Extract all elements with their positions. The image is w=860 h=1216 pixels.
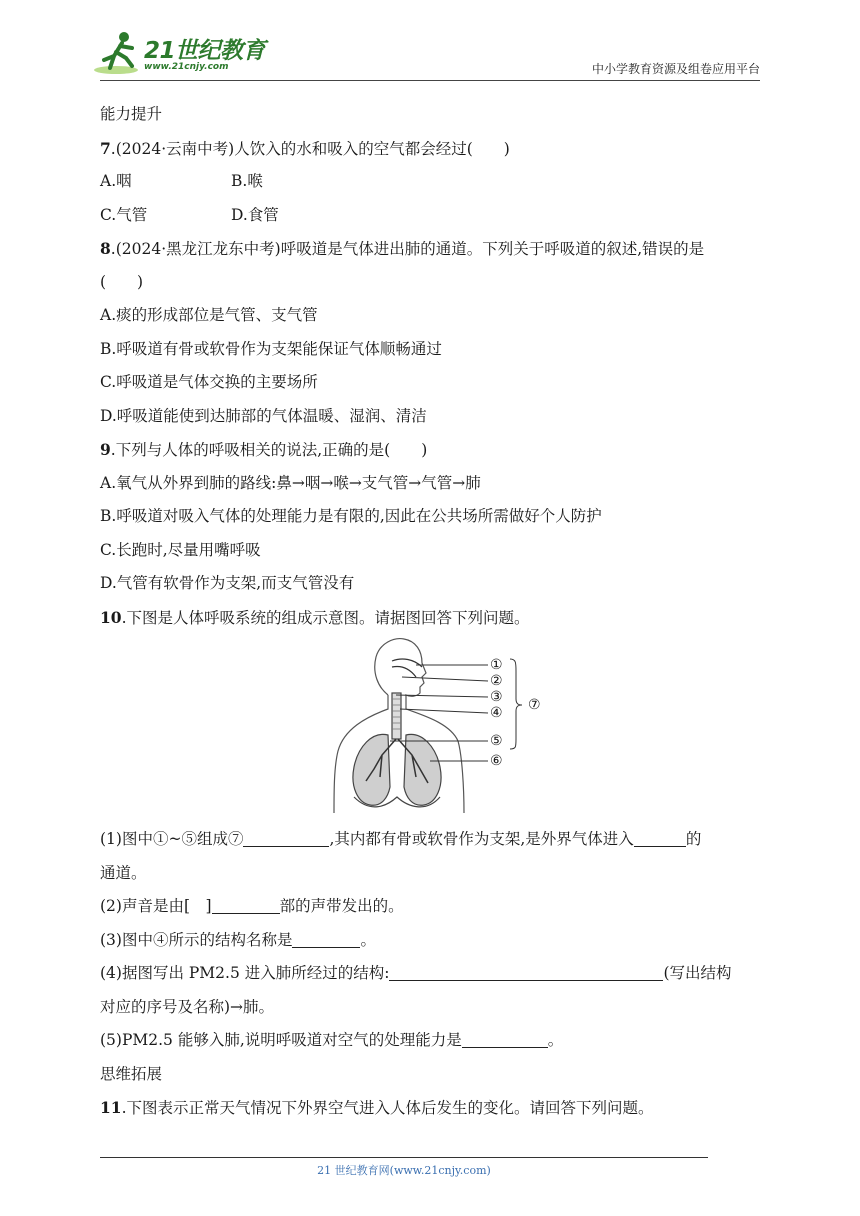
answer-blank[interactable] xyxy=(292,929,360,948)
question-8-bracket: ( ) xyxy=(100,272,144,291)
q10-sub4-text-a: (4)据图写出 PM2.5 进入肺所经过的结构: xyxy=(100,964,390,982)
respiratory-diagram-icon xyxy=(330,637,545,817)
logo-text: 21世纪教育 xyxy=(144,38,266,64)
q10-sub4-cont: 对应的序号及名称)→肺。 xyxy=(100,997,275,1016)
q10-sub5 xyxy=(100,1024,762,1058)
question-text: .下图是人体呼吸系统的组成示意图。请据图回答下列问题。 xyxy=(121,608,530,627)
answer-blank[interactable] xyxy=(389,962,663,981)
option-d: D.呼吸道能使到达肺部的气体温暖、湿润、清洁 xyxy=(100,406,427,425)
worksheet-content xyxy=(100,98,762,1125)
answer-blank[interactable] xyxy=(243,828,329,847)
respiratory-system-figure xyxy=(330,637,545,817)
answer-blank[interactable] xyxy=(634,828,686,847)
question-9 xyxy=(100,433,762,467)
logo xyxy=(92,30,266,80)
option-a: A.氧气从外界到肺的路线:鼻→咽→喉→支气管→气管→肺 xyxy=(100,473,481,492)
option-c: C.气管 xyxy=(100,205,148,224)
question-10 xyxy=(100,601,762,635)
answer-blank[interactable] xyxy=(462,1029,548,1048)
label-4: ④ xyxy=(490,705,503,721)
option-a: A.咽 xyxy=(100,172,132,190)
q10-sub1-cont: 通道。 xyxy=(100,863,147,882)
q10-sub4-text-b: (写出结构 xyxy=(663,964,732,982)
question-7 xyxy=(100,132,762,166)
option-a: A.痰的形成部位是气管、支气管 xyxy=(100,306,318,324)
question-text: .下列与人体的呼吸相关的说法,正确的是( ) xyxy=(110,441,428,459)
label-3: ③ xyxy=(490,689,503,705)
question-number: 11 xyxy=(100,1098,122,1117)
label-2: ② xyxy=(490,673,503,689)
label-6: ⑥ xyxy=(490,753,503,769)
q10-sub3 xyxy=(100,924,762,958)
answer-blank[interactable] xyxy=(212,895,280,914)
option-b: B.喉 xyxy=(231,172,263,190)
question-text: .(2024·黑龙江龙东中考)呼吸道是气体进出肺的通道。下列关于呼吸道的叙述,错误的是 xyxy=(110,240,705,258)
question-7-options-row1 xyxy=(100,165,762,199)
question-number: 10 xyxy=(100,607,122,627)
option-b: B.呼吸道对吸入气体的处理能力是有限的,因此在公共场所需做好个人防护 xyxy=(100,507,602,525)
q10-sub2 xyxy=(100,890,762,924)
option-b: B.呼吸道有骨或软骨作为支架能保证气体顺畅通过 xyxy=(100,339,442,358)
question-number: 7 xyxy=(100,138,111,158)
q10-sub2-text-a: (2)声音是由[ ] xyxy=(100,897,212,915)
header-tagline: 中小学教育资源及组卷应用平台 xyxy=(591,62,760,76)
q10-sub4 xyxy=(100,957,762,991)
q10-sub1-text-a: (1)图中①~⑤组成⑦ xyxy=(100,830,244,848)
section-title: 能力提升 xyxy=(100,105,163,123)
label-5: ⑤ xyxy=(490,733,503,749)
question-number: 9 xyxy=(100,440,111,459)
question-text: .(2024·云南中考)人饮入的水和吸入的空气都会经过( ) xyxy=(110,139,510,158)
question-text: .下图表示正常天气情况下外界空气进入人体后发生的变化。请回答下列问题。 xyxy=(121,1099,654,1117)
q10-sub2-text-b: 部的声带发出的。 xyxy=(279,897,404,915)
logo-url: www.21cnjy.com xyxy=(144,62,229,72)
label-1: ① xyxy=(490,657,503,673)
q10-sub1-text-c: 的 xyxy=(685,830,702,848)
footer-divider xyxy=(100,1157,708,1158)
q10-sub1 xyxy=(100,823,762,857)
q10-sub5-text-b: 。 xyxy=(547,1031,564,1049)
page-header xyxy=(0,0,860,90)
question-8 xyxy=(100,232,762,266)
q10-sub5-text-a: (5)PM2.5 能够入肺,说明呼吸道对空气的处理能力是 xyxy=(100,1031,462,1049)
question-number: 8 xyxy=(100,239,111,258)
question-11 xyxy=(100,1091,762,1125)
option-d: D.气管有软骨作为支架,而支气管没有 xyxy=(100,574,355,592)
header-divider xyxy=(100,80,760,81)
question-7-options-row2 xyxy=(100,199,762,233)
option-c: C.长跑时,尽量用嘴呼吸 xyxy=(100,540,261,559)
page-footer[interactable]: 21 世纪教育网(www.21cnjy.com) xyxy=(317,1164,491,1177)
q10-sub1-text-b: ,其内都有骨或软骨作为支架,是外界气体进入 xyxy=(329,830,634,848)
section-title: 思维拓展 xyxy=(100,1064,163,1083)
q10-sub3-text-a: (3)图中④所示的结构名称是 xyxy=(100,930,293,949)
q10-sub3-text-b: 。 xyxy=(360,930,376,949)
runner-logo-icon xyxy=(92,30,144,76)
label-7: ⑦ xyxy=(528,697,541,713)
option-c: C.呼吸道是气体交换的主要场所 xyxy=(100,373,318,391)
option-d: D.食管 xyxy=(231,205,279,224)
